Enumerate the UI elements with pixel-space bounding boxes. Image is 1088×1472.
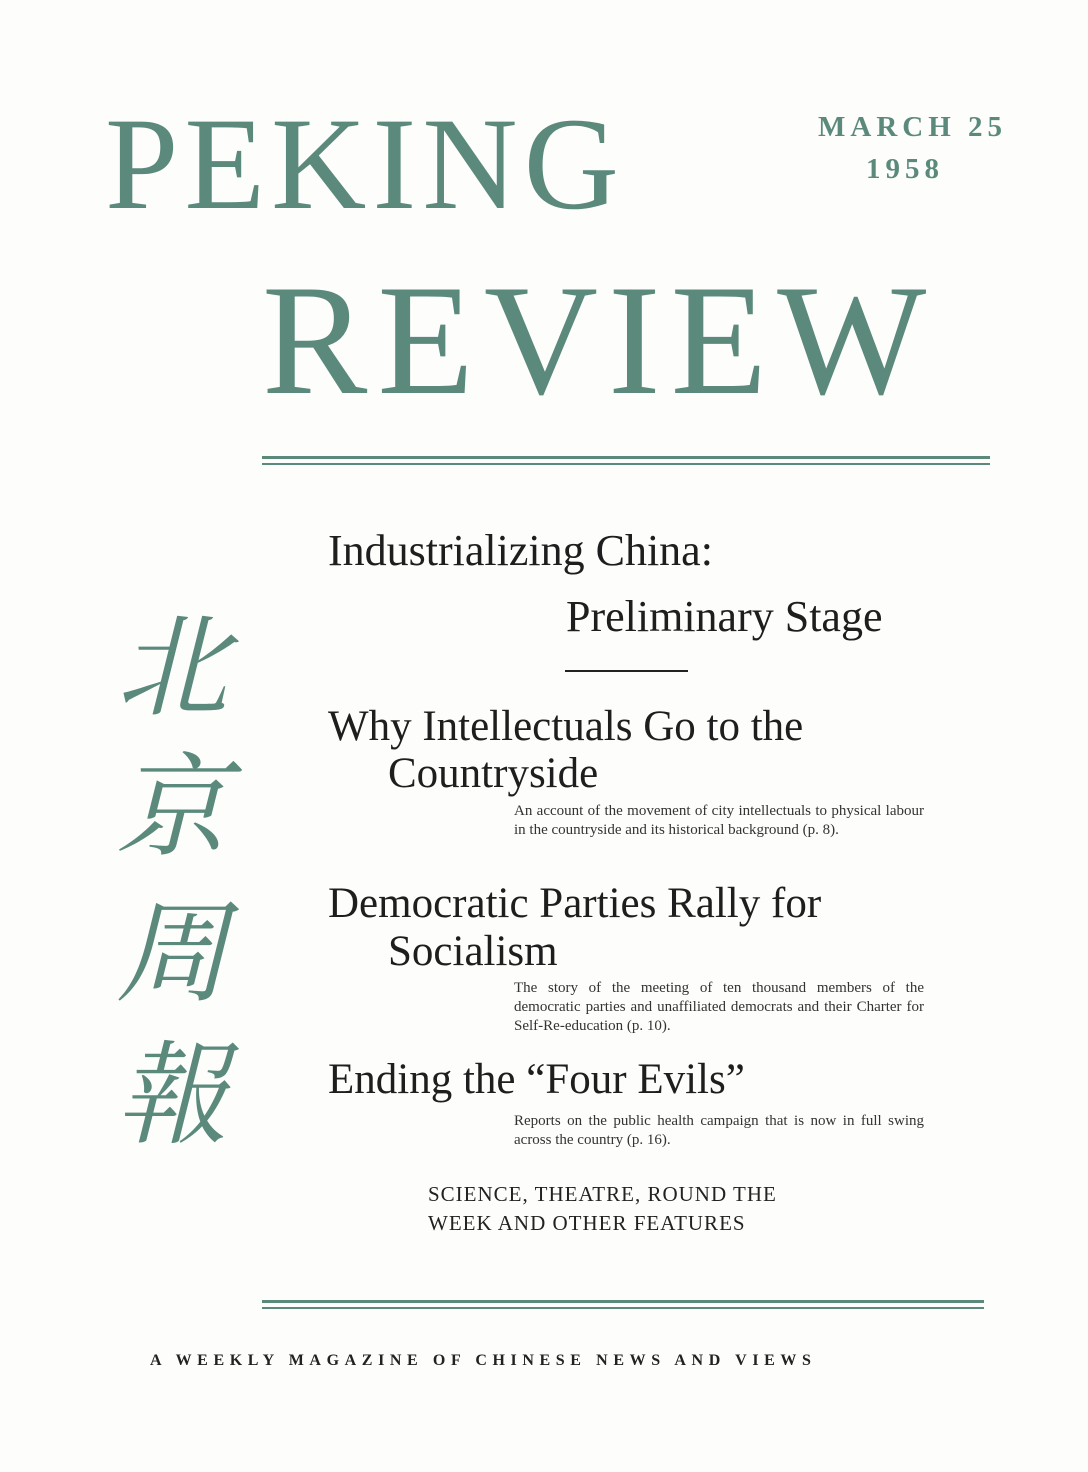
- top-rule-upper: [262, 456, 990, 459]
- chinese-title-char-1: 北: [116, 603, 228, 733]
- article-1-headline-line2: Countryside: [388, 750, 599, 797]
- lead-headline-line2: Preliminary Stage: [566, 592, 883, 641]
- bottom-rule-lower: [262, 1307, 984, 1309]
- features-line1: SCIENCE, THEATRE, ROUND THE: [428, 1182, 777, 1206]
- article-3-blurb: Reports on the public health campaign that is now in full swing across the country (p. 16).: [514, 1113, 924, 1148]
- top-rule-lower: [262, 463, 990, 465]
- lead-headline-line1: Industrializing China:: [328, 526, 713, 575]
- tagline: A WEEKLY MAGAZINE OF CHINESE NEWS AND VIEWS: [150, 1352, 817, 1369]
- issue-year: 1958: [866, 153, 944, 185]
- article-3-headline: Ending the “Four Evils”: [328, 1056, 745, 1103]
- features-line2: WEEK AND OTHER FEATURES: [428, 1211, 746, 1235]
- bottom-rule-upper: [262, 1300, 984, 1303]
- article-2-headline-line2: Socialism: [388, 928, 558, 975]
- features-list: [428, 1180, 777, 1238]
- article-2-headline-line1: Democratic Parties Rally for: [328, 880, 822, 927]
- issue-date: MARCH 25: [818, 111, 1008, 143]
- chinese-title-char-3: 周: [116, 889, 228, 1019]
- article-1-headline-line1: Why Intellectuals Go to the: [328, 703, 804, 750]
- masthead-title-peking: PEKING: [105, 90, 625, 237]
- chinese-title-char-4: 報: [116, 1031, 228, 1161]
- article-1-blurb: An account of the movement of city intellectuals to physical labour in the countryside and its historical background (p. 8).: [514, 803, 924, 838]
- section-divider: [565, 670, 688, 672]
- masthead-title-review: REVIEW: [262, 253, 937, 428]
- chinese-title-char-2: 京: [116, 743, 228, 873]
- article-2-blurb: The story of the meeting of ten thousand members of the democratic parties and unaffiliated democrats and their Charter for Self-Re-education (p. 10).: [514, 980, 924, 1034]
